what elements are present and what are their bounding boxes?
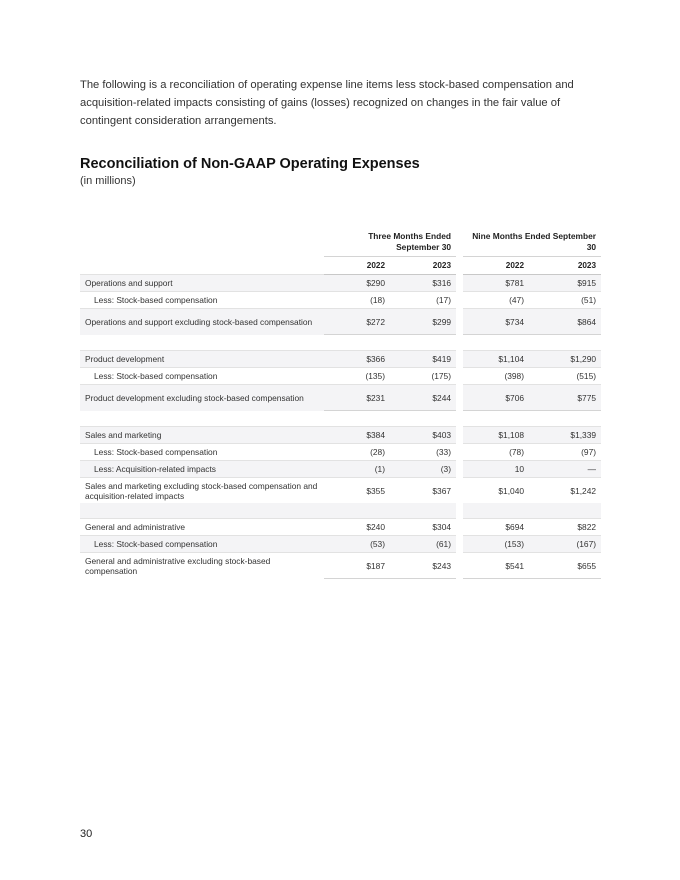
header-gap xyxy=(456,228,463,257)
row-label: Sales and marketing xyxy=(80,427,324,444)
cell-value: (153) xyxy=(463,536,529,553)
cell-value: $290 xyxy=(324,275,390,292)
cell-value: $734 xyxy=(463,309,529,335)
units-subtitle: (in millions) xyxy=(80,175,136,187)
cell-value: $366 xyxy=(324,351,390,368)
cell-value: (61) xyxy=(390,536,456,553)
cell-value: (18) xyxy=(324,292,390,309)
cell-value: $419 xyxy=(390,351,456,368)
cell-value: (3) xyxy=(390,461,456,478)
section-spacer xyxy=(80,411,601,427)
header-blank xyxy=(80,257,324,275)
row-label: Less: Stock-based compensation xyxy=(80,292,324,309)
row-label: Less: Acquisition-related impacts xyxy=(80,461,324,478)
header-blank xyxy=(80,228,324,257)
cell-value: $187 xyxy=(324,553,390,579)
table-row xyxy=(80,553,601,579)
cell-value: $1,040 xyxy=(463,478,529,504)
row-label: Less: Stock-based compensation xyxy=(80,368,324,385)
table-row xyxy=(80,368,601,385)
row-label: Product development xyxy=(80,351,324,368)
cell-value: $231 xyxy=(324,385,390,411)
section-spacer xyxy=(80,503,601,519)
period-header-row xyxy=(80,228,601,257)
cell-value: $384 xyxy=(324,427,390,444)
row-label: Product development excluding stock-based compensation xyxy=(80,385,324,411)
table-row xyxy=(80,427,601,444)
year-header: 2023 xyxy=(529,257,601,275)
table-row xyxy=(80,309,601,335)
cell-value: $1,104 xyxy=(463,351,529,368)
cell-value: $655 xyxy=(529,553,601,579)
cell-value: (1) xyxy=(324,461,390,478)
cell-value: (33) xyxy=(390,444,456,461)
cell-value: 10 xyxy=(463,461,529,478)
cell-value: $694 xyxy=(463,519,529,536)
table-row xyxy=(80,478,601,504)
cell-value: $403 xyxy=(390,427,456,444)
row-label: Less: Stock-based compensation xyxy=(80,444,324,461)
cell-value: (53) xyxy=(324,536,390,553)
cell-value: $243 xyxy=(390,553,456,579)
cell-value: $272 xyxy=(324,309,390,335)
year-header: 2022 xyxy=(324,257,390,275)
page-number: 30 xyxy=(80,828,93,840)
cell-value: $775 xyxy=(529,385,601,411)
page-title: Reconciliation of Non-GAAP Operating Expenses xyxy=(80,156,420,172)
cell-value: $316 xyxy=(390,275,456,292)
cell-value: $822 xyxy=(529,519,601,536)
three-months-header: Three Months Ended September 30 xyxy=(324,228,456,257)
row-label: Operations and support excluding stock-based compensation xyxy=(80,309,324,335)
row-label: Sales and marketing excluding stock-based compensation and acquisition-related impacts xyxy=(80,478,324,504)
row-label: Less: Stock-based compensation xyxy=(80,536,324,553)
cell-value: (47) xyxy=(463,292,529,309)
cell-value: $240 xyxy=(324,519,390,536)
table-row xyxy=(80,275,601,292)
cell-value: $1,339 xyxy=(529,427,601,444)
year-header: 2022 xyxy=(463,257,529,275)
cell-value: $915 xyxy=(529,275,601,292)
table-row xyxy=(80,444,601,461)
cell-value: (97) xyxy=(529,444,601,461)
header-gap xyxy=(456,257,463,275)
cell-value: $355 xyxy=(324,478,390,504)
reconciliation-table xyxy=(80,228,601,579)
cell-value: $299 xyxy=(390,309,456,335)
cell-value: $1,290 xyxy=(529,351,601,368)
cell-value: (175) xyxy=(390,368,456,385)
cell-value: $706 xyxy=(463,385,529,411)
cell-value: $304 xyxy=(390,519,456,536)
nine-months-header: Nine Months Ended September 30 xyxy=(463,228,601,257)
cell-value: $781 xyxy=(463,275,529,292)
row-label: General and administrative excluding stock-based compensation xyxy=(80,553,324,579)
cell-value: $1,108 xyxy=(463,427,529,444)
cell-value: $1,242 xyxy=(529,478,601,504)
cell-value: (78) xyxy=(463,444,529,461)
table-row xyxy=(80,536,601,553)
row-label: General and administrative xyxy=(80,519,324,536)
cell-value: (28) xyxy=(324,444,390,461)
cell-value: (17) xyxy=(390,292,456,309)
cell-value: (515) xyxy=(529,368,601,385)
section-spacer xyxy=(80,335,601,351)
row-label: Operations and support xyxy=(80,275,324,292)
cell-value: $864 xyxy=(529,309,601,335)
cell-value: (135) xyxy=(324,368,390,385)
cell-value: (398) xyxy=(463,368,529,385)
year-header-row xyxy=(80,257,601,275)
cell-value: — xyxy=(529,461,601,478)
table-row xyxy=(80,292,601,309)
table-row xyxy=(80,351,601,368)
table-row xyxy=(80,385,601,411)
intro-paragraph: The following is a reconciliation of operating expense line items less stock-based compensation and acquisition-related impacts consisting of gains (losses) recognized on changes in the fair value of contingent consideration arrangements. xyxy=(80,79,574,127)
table-row xyxy=(80,519,601,536)
cell-value: $244 xyxy=(390,385,456,411)
year-header: 2023 xyxy=(390,257,456,275)
cell-value: (167) xyxy=(529,536,601,553)
cell-value: $541 xyxy=(463,553,529,579)
cell-value: $367 xyxy=(390,478,456,504)
table-row xyxy=(80,461,601,478)
cell-value: (51) xyxy=(529,292,601,309)
